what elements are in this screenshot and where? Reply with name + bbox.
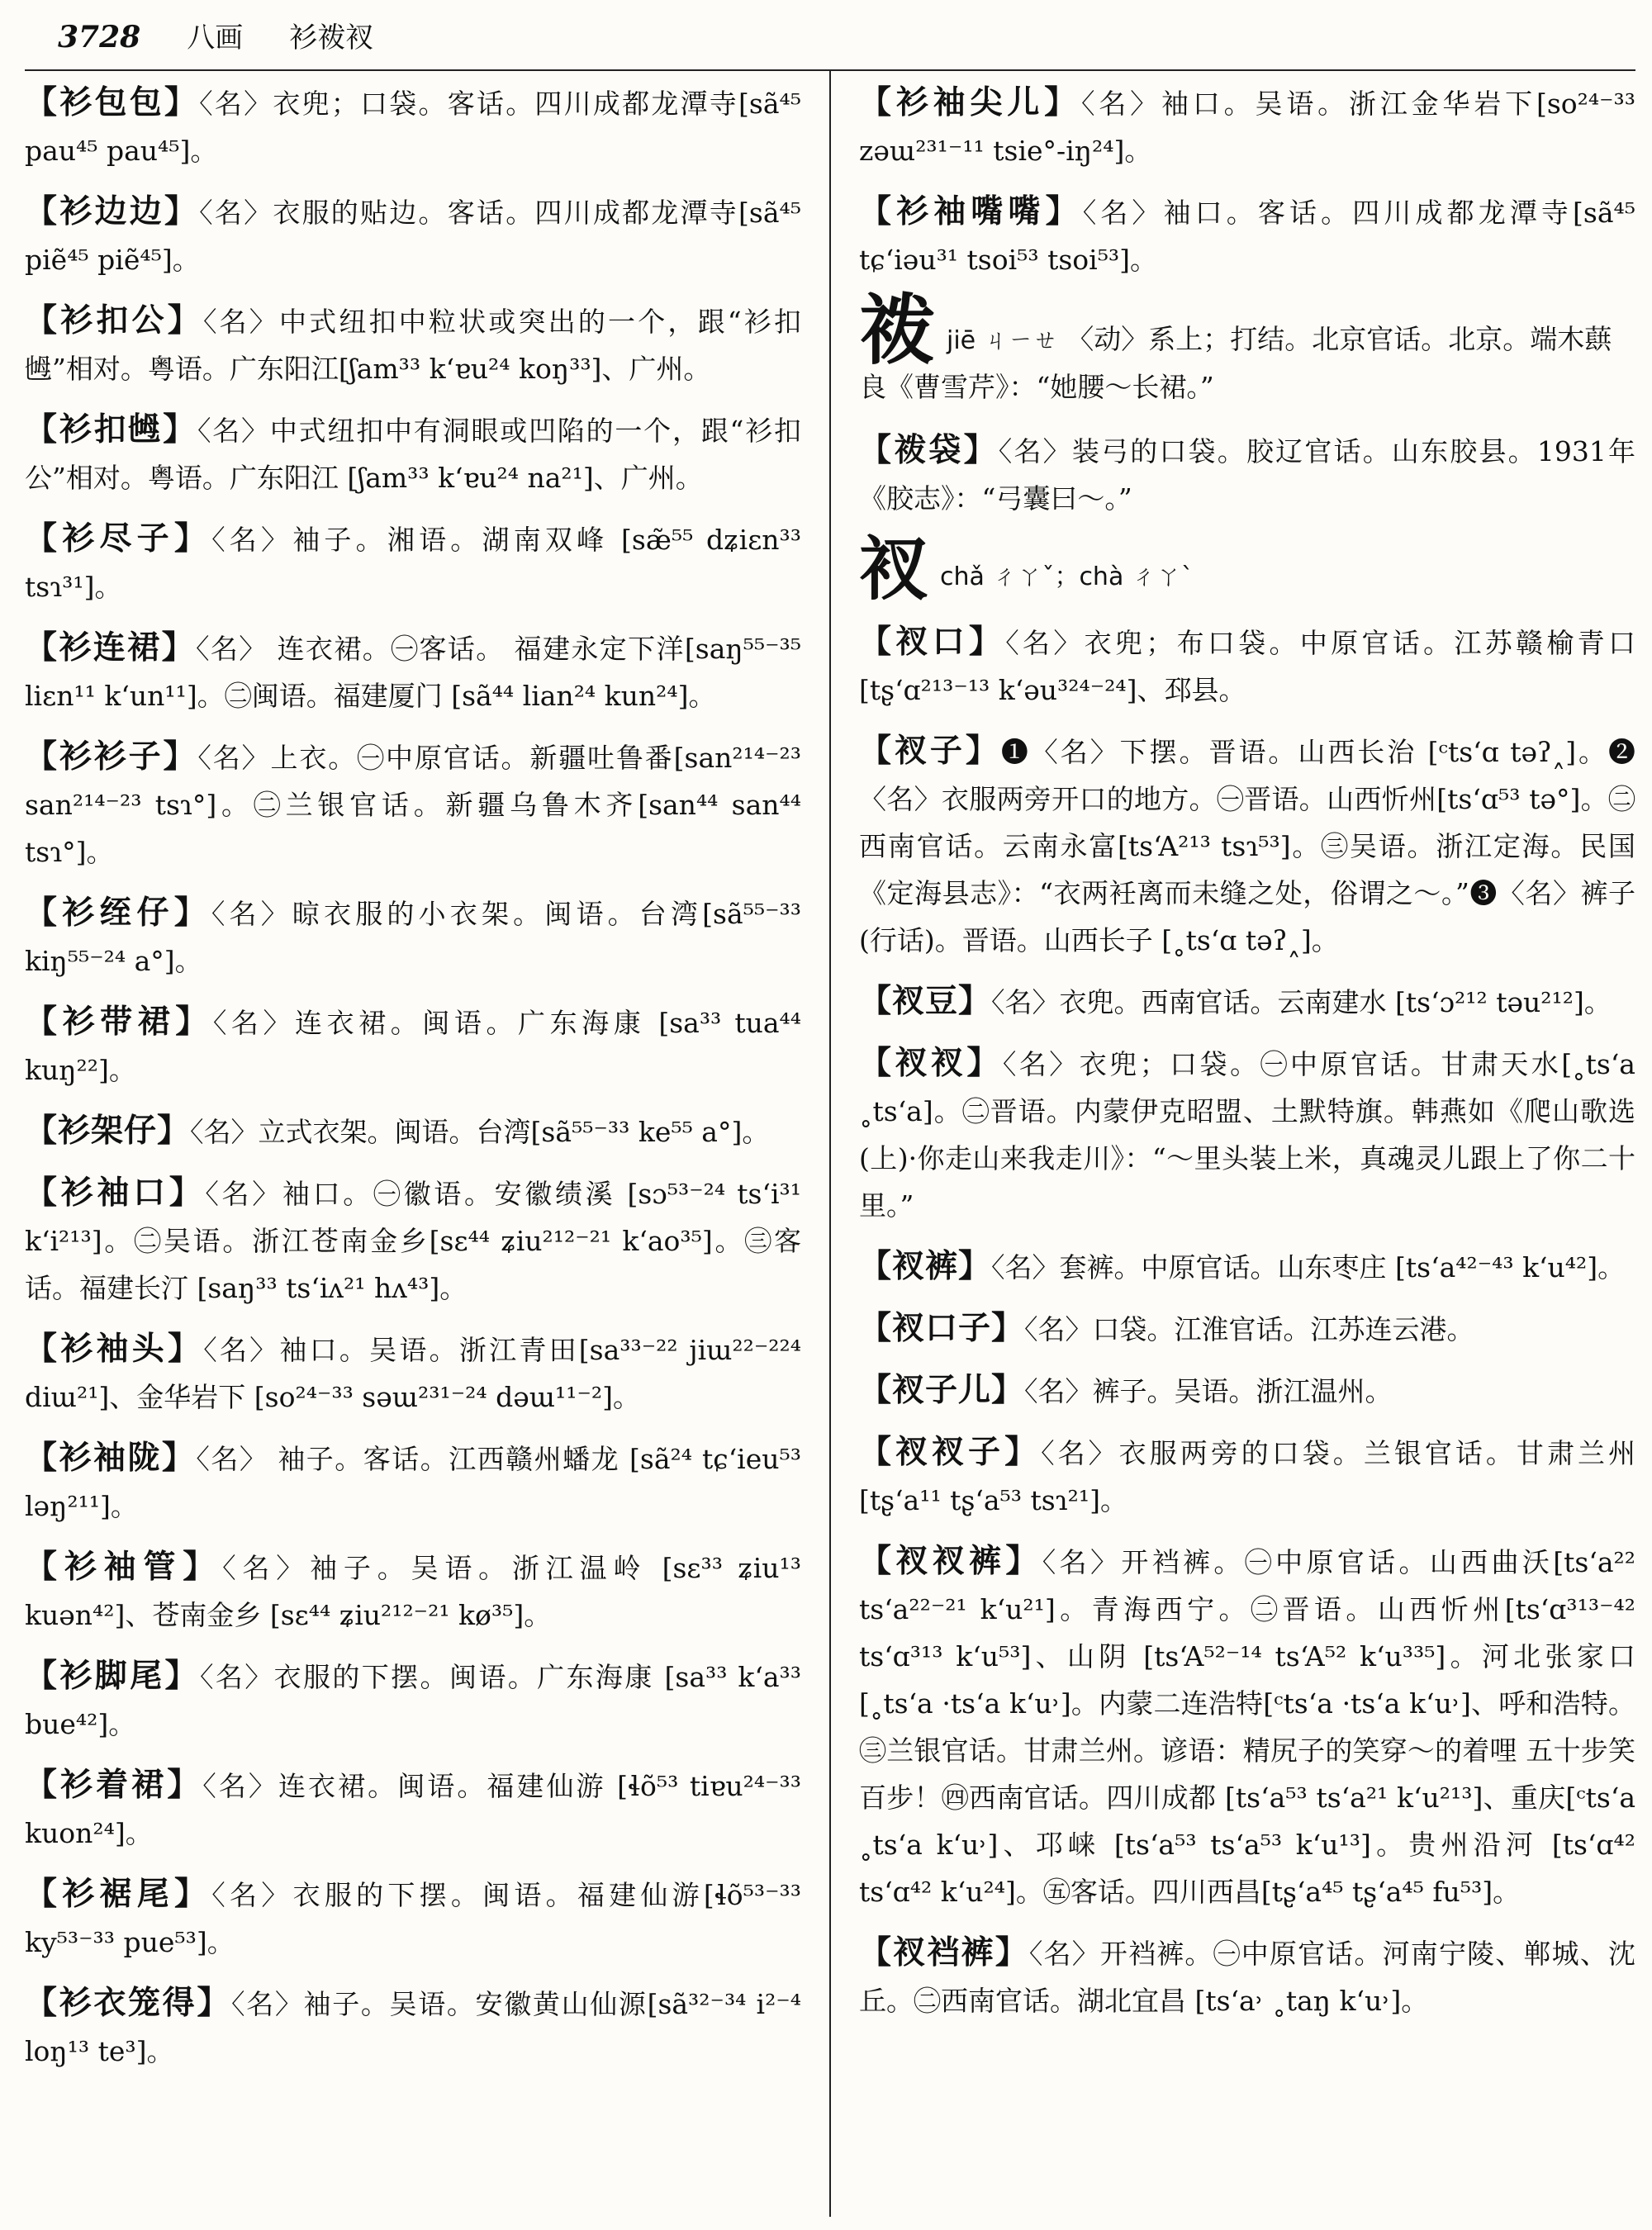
entry [25,1544,801,1639]
section-label: 八画 [187,21,244,55]
entry-text: 〈名〉袖口。吴语。浙江金华岩下[so²⁴⁻³³ zəɯ²³¹⁻¹¹ tsie°-iŋ²⁴]。 [859,88,1635,167]
entry-text: 〈名〉装弓的口袋。胶辽官话。山东胶县。1931年《胶志》：“弓囊曰～。” [859,435,1635,515]
entry-headword: 【衫扣公】 [25,302,203,339]
entry-headword: 【衫边边】 [25,193,200,230]
entry-headword: 【衫尽子】 [25,520,212,558]
entry [859,619,1635,714]
entry [25,1170,801,1312]
entry-headword: 【衫脚尾】 [25,1658,200,1695]
entry-text: 〈名〉中式纽扣中粒状或突出的一个，跟“衫扣乸”相对。粤语。广东阳江[ʃam³³ k‘ɐu²⁴ koŋ³³]、广州。 [25,306,801,385]
entry-headword: 【衫袖嘴嘴】 [859,193,1083,230]
character-entry [859,528,1635,610]
entry-headword: 【衫袖口】 [25,1174,206,1212]
entry-text: 〈名〉衣兜；口袋。客话。四川成都龙潭寺[sã⁴⁵ pau⁴⁵ pau⁴⁵]。 [25,88,801,167]
entry-text: 〈名〉衣服两旁的口袋。兰银官话。甘肃兰州 [tʂ‘a¹¹ tʂ‘a⁵³ tsɿ²¹]。 [859,1437,1635,1516]
entry-text: 〈名〉衣兜；布口袋。中原官话。江苏赣榆青口[tʂ‘ɑ²¹³⁻¹³ k‘əu³²⁴⁻²⁴]、邳县。 [859,627,1635,706]
character-reading: jiē ㄐㄧㄝ [947,326,1058,355]
character-definition: 〈动〉系上；打结。北京官话。北京。端木蕻良《曹雪芹》：“她腰～长裙。” [859,323,1612,403]
entry-text: 〈名〉衣服的贴边。客话。四川成都龙潭寺[sã⁴⁵ piẽ⁴⁵ piẽ⁴⁵]。 [25,197,801,276]
entry-headword: 【衫袖尖儿】 [859,84,1081,121]
entry [859,1305,1635,1353]
entry [25,1980,801,2075]
entry-text: 〈名〉开裆裤。㊀中原官话。河南宁陵、郸城、沈丘。㊁西南官话。湖北宜昌 [ts‘a˒ ˳taŋ k‘u˒]。 [859,1938,1635,2017]
entry-text: 〈名〉套裤。中原官话。山东枣庄 [ts‘a⁴²⁻⁴³ k‘u⁴²]。 [991,1251,1626,1283]
entry-headword: 【衫袖管】 [25,1549,223,1586]
left-column [25,79,801,2089]
entry [25,1762,801,1857]
right-column [859,79,1635,2038]
entry-headword: 【衩口子】 [859,1310,1025,1347]
character-entry [859,286,1635,410]
column-divider [829,69,831,2217]
entry-headword: 【衩裆裤】 [859,1934,1029,1971]
entry-headword: 【衫着裙】 [25,1767,203,1804]
entry [25,406,801,501]
entry [25,999,801,1094]
head-character: 袯 [859,286,936,375]
entry [25,188,801,283]
entry [859,1243,1635,1291]
entry-text: 〈名〉口袋。江淮官话。江苏连云港。 [1024,1313,1474,1345]
entry-headword: 【衫裾尾】 [25,1876,212,1913]
entry [859,978,1635,1026]
entry-headword: 【衩口】 [859,624,1006,661]
entry-headword: 【衫扣乸】 [25,411,197,448]
entry [25,79,801,174]
page-header [58,15,373,64]
entry-text: 〈名〉袖子。吴语。浙江温岭 [sɛ³³ ʑiu¹³ kuən⁴²]、苍南金乡 [sɛ⁴⁴ ʑiu²¹²⁻²¹ kø³⁵]。 [25,1552,801,1631]
entry-text: 〈名〉立式衣架。闽语。台湾[sã⁵⁵⁻³³ ke⁵⁵ a°]。 [190,1116,770,1148]
entry-headword: 【衫衫子】 [25,738,198,776]
entry [25,297,801,392]
entry [25,733,801,875]
entry-text: 〈名〉中式纽扣中有洞眼或凹陷的一个，跟“衫扣公”相对。粤语。广东阳江 [ʃam³³ k‘ɐu²⁴ na²¹]、广州。 [25,415,801,494]
entry [859,79,1635,174]
entry-headword: 【衫袖陇】 [25,1440,197,1477]
entry-text: 〈名〉开裆裤。㊀中原官话。山西曲沃[ts‘a²² ts‘a²²⁻²¹ k‘u²¹]。青海西宁。㊁晋语。山西忻州[ts‘ɑ³¹³⁻⁴² ts‘ɑ³¹³ k‘u⁵³]、山阴 [ts‘A⁵²⁻¹⁴ ts‘A⁵² k‘u³³⁵]。河北张家口[˳ts‘a ·ts‘a k‘u˒]。内蒙二连浩特[ᶜts‘a ·ts‘a k‘u˒]、呼和浩特。㊂兰银官话。甘肃兰州。谚语：精尻子的笑穿～的着哩 五十步笑百步！㊃西南官话。四川成都 [ts‘a⁵³ ts‘a²¹ k‘u²¹³]、重庆[ᶜts‘a ˳ts‘a k‘u˒]、邛崃 [ts‘a⁵³ ts‘a⁵³ k‘u¹³]。贵州沿河 [ts‘ɑ⁴² ts‘ɑ⁴² k‘u²⁴]。㊄客话。四川西昌[tʂ‘a⁴⁵ tʂ‘a⁴⁵ fu⁵³]。 [859,1546,1635,1908]
entry-text: 〈名〉上衣。㊀中原官话。新疆吐鲁番[san²¹⁴⁻²³ san²¹⁴⁻²³ tsɿ°]。㊁兰银官话。新疆乌鲁木齐[san⁴⁴ san⁴⁴ tsɿ°]。 [25,742,801,868]
head-character: 衩 [859,528,929,610]
entry [25,1108,801,1155]
entry-text: 〈名〉衣兜；口袋。㊀中原官话。甘肃天水[˳ts‘a ˳ts‘a]。㊁晋语。内蒙伊克昭盟、土默特旗。韩燕如《爬山歌选(上)·你走山来我走川》：“～里头装上米，真魂灵儿跟上了你二十里。” [859,1048,1635,1222]
entry-headword: 【衩子】 [859,733,1001,770]
entry-text: 〈名〉 袖子。客话。江西赣州蟠龙 [sã²⁴ tɕ‘ieu⁵³ ləŋ²¹¹]。 [25,1443,801,1522]
entry-headword: 【衫架仔】 [25,1113,191,1150]
entry-text: 〈名〉袖口。㊀徽语。安徽绩溪 [sɔ⁵³⁻²⁴ ts‘i³¹ k‘i²¹³]。㊁吴语。浙江苍南金乡[sɛ⁴⁴ ʑiu²¹²⁻²¹ k‘ao³⁵]。㊂客话。福建长汀 [saŋ³³ ts‘iʌ²¹ hʌ⁴³]。 [25,1178,801,1304]
entry [25,624,801,719]
entry-text: 〈名〉衣兜。西南官话。云南建水 [ts‘ɔ²¹² təu²¹²]。 [991,986,1612,1018]
entry-headword: 【衫带裙】 [25,1004,213,1041]
header-chars: 衫袯衩 [289,21,374,55]
entry-text: 〈名〉袖子。湘语。湖南双峰 [sæ̃⁵⁵ dʑiɛn³³ tsɿ³¹]。 [25,524,801,603]
entry-headword: 【衫袖头】 [25,1331,204,1368]
entry [25,890,801,985]
entry-headword: 【衩豆】 [859,983,992,1020]
entry [25,1653,801,1748]
entry-text: ❶〈名〉下摆。晋语。山西长治 [ᶜts‘ɑ təʔ˰]。❷〈名〉衣服两旁开口的地方。㊀晋语。山西忻州[ts‘ɑ⁵³ tə°]。㊁西南官话。云南永富[ts‘A²¹³ tsɿ⁵³]。㊂吴语。浙江定海。民国《定海县志》：“衣两衽离而未缝之处，俗谓之～。”❸〈名〉裤子 (行话)。晋语。山西长子 [˳ts‘ɑ təʔ˰]。 [859,736,1635,956]
entry [859,1929,1635,2024]
entry [859,1538,1635,1915]
entry-headword: 【衩子儿】 [859,1372,1025,1409]
entry-text: 〈名〉袖子。吴语。安徽黄山仙源[sã³²⁻³⁴ i²⁻⁴ loŋ¹³ te³]。 [25,1988,801,2067]
entry-text: 〈名〉 连衣裙。㊀客话。 福建永定下洋[saŋ⁵⁵⁻³⁵ liɛn¹¹ k‘un¹¹]。㊁闽语。福建厦门 [sã⁴⁴ lian²⁴ kun²⁴]。 [25,633,801,712]
entry-text: 〈名〉袖口。客话。四川成都龙潭寺[sã⁴⁵ tɕ‘iəu³¹ tsoi⁵³ tsoi⁵³]。 [859,197,1635,276]
entry-text: 〈名〉裤子。吴语。浙江温州。 [1024,1375,1393,1407]
entry-headword: 【衩衩裤】 [859,1543,1042,1580]
entry [859,427,1635,522]
entry-text: 〈名〉连衣裙。闽语。广东海康 [sa³³ tua⁴⁴ kuŋ²²]。 [25,1007,801,1086]
page-number: 3728 [58,20,141,55]
entry [859,1040,1635,1229]
entry-text: 〈名〉连衣裙。闽语。福建仙游 [ɬõ⁵³ tiɐu²⁴⁻³³ kuon²⁴]。 [25,1770,801,1849]
entry-headword: 【衫连裙】 [25,629,196,667]
entry-headword: 【衩衩子】 [859,1434,1042,1471]
entry-headword: 【衫衣笼得】 [25,1985,232,2022]
entry-headword: 【袯袋】 [859,432,999,469]
entry [859,1367,1635,1415]
entry-text: 〈名〉衣服的下摆。闽语。福建仙游[ɬõ⁵³⁻³³ ky⁵³⁻³³ pue⁵³]。 [25,1879,801,1958]
entry-headword: 【衩衩】 [859,1045,1003,1082]
entry [25,1871,801,1966]
entry-headword: 【衫绖仔】 [25,894,211,932]
entry [859,188,1635,283]
entry [25,1326,801,1421]
entry [25,515,801,610]
entry [25,1435,801,1530]
entry-text: 〈名〉衣服的下摆。闽语。广东海康 [sa³³ k‘a³³ bue⁴²]。 [25,1661,801,1740]
entry-headword: 【衩裤】 [859,1248,992,1285]
entry [859,1429,1635,1524]
entry-text: 〈名〉晾衣服的小衣架。闽语。台湾[sã⁵⁵⁻³³ kiŋ⁵⁵⁻²⁴ a°]。 [25,898,801,977]
entry [859,728,1635,964]
entry-text: 〈名〉袖口。吴语。浙江青田[sa³³⁻²² jiɯ²²⁻²²⁴ diɯ²¹]、金华岩下 [so²⁴⁻³³ səɯ²³¹⁻²⁴ dəɯ¹¹⁻²]。 [25,1334,801,1413]
character-reading: chǎ ㄔㄚˇ；chà ㄔㄚˋ [940,562,1194,591]
entry-headword: 【衫包包】 [25,84,200,121]
